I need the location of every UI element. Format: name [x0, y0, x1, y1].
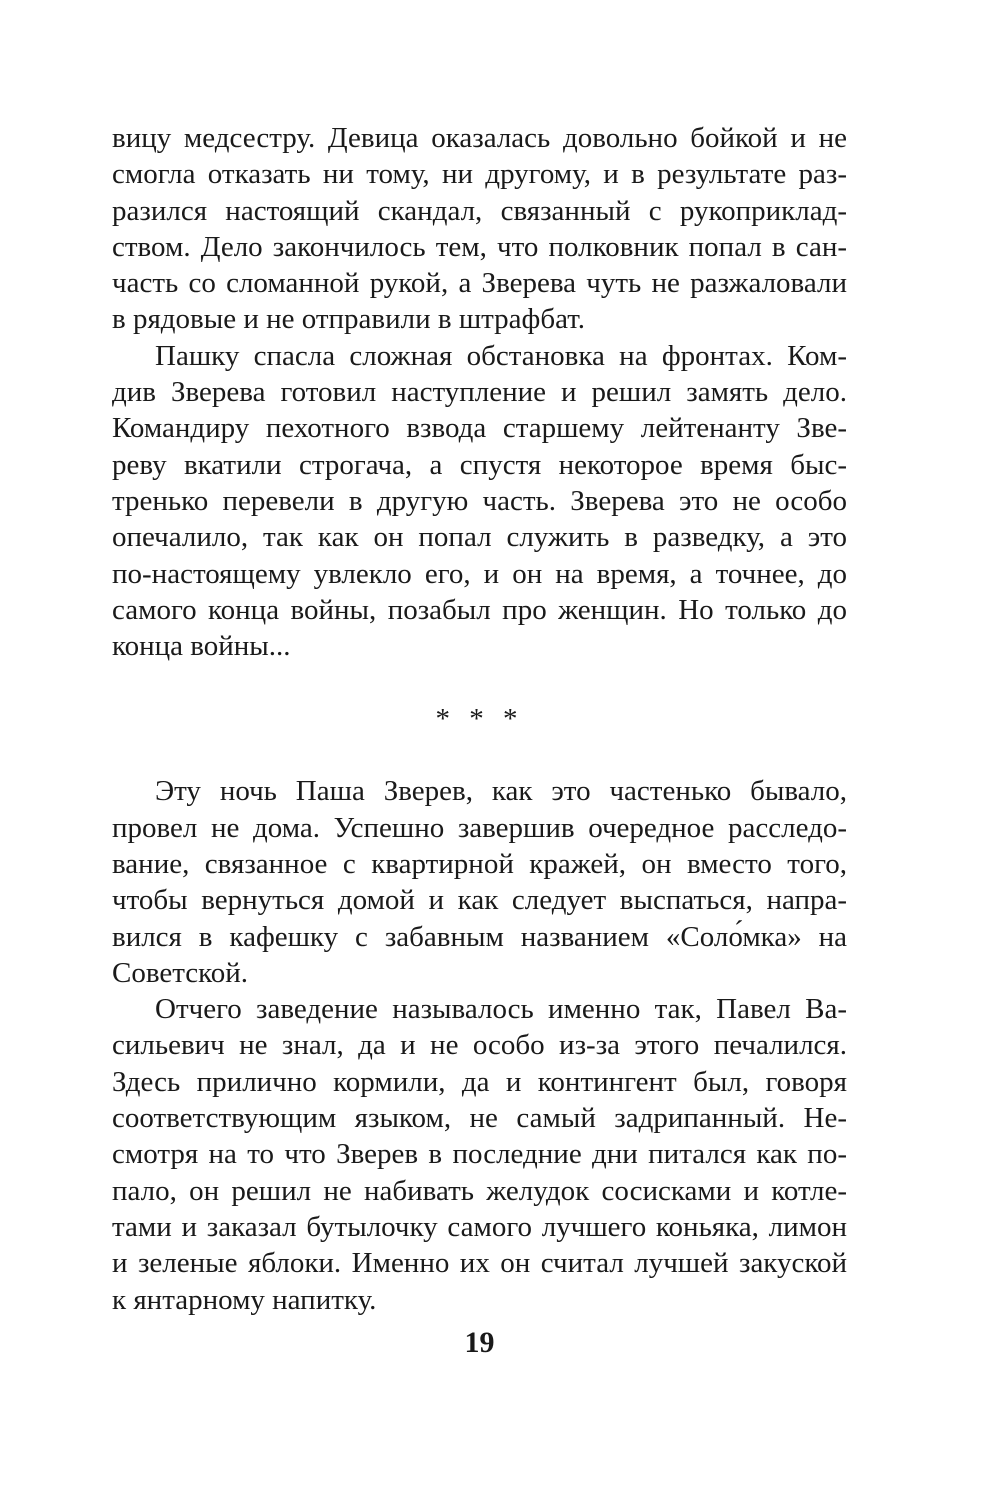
text-line: Эту ночь Паша Зверев, как это частенько бывало,: [155, 775, 847, 808]
text-line: смогла отказать ни тому, ни другому, и в результате раз-: [112, 158, 847, 191]
text-line: провел не дома. Успешно завершив очередное расследо-: [112, 811, 847, 844]
text-line: вицу медсестру. Девица оказалась довольно бойкой и не: [112, 122, 847, 154]
text-line: смотря на то что Зверев в последние дни питался как по-: [112, 1138, 847, 1171]
text-line: часть со сломанной рукой, а Зверева чуть не разжаловали: [112, 267, 847, 300]
book-page: [112, 120, 847, 1460]
text-line: опечалило, так как он попал служить в разведку, а это: [112, 521, 847, 554]
text-line: вание, связанное с квартирной кражей, он вместо того,: [112, 847, 847, 880]
text-line: реву вкатили строгача, а спустя некоторое время быс-: [112, 448, 847, 481]
text-line: чтобы вернуться домой и как следует выспаться, напра-: [112, 884, 847, 917]
text-line: в рядовые и не отправили в штрафбат.: [112, 303, 585, 336]
paragraph-4: [112, 991, 847, 1318]
text-line: соответствующим языком, не самый задрипанный. Не-: [112, 1102, 847, 1135]
text-line: тренько перевели в другую часть. Зверева это не особо: [112, 484, 847, 517]
paragraph-1: [112, 120, 847, 338]
page-number: 19: [464, 1326, 495, 1359]
text-line: конца войны...: [112, 630, 291, 663]
text-line: Советской.: [112, 956, 249, 989]
text-line: тами и заказал бутылочку самого лучшего коньяка, лимон: [112, 1210, 847, 1243]
text-line: Командиру пехотного взвода старшему лейтенанту Зве-: [112, 412, 847, 445]
text-line: самого конца войны, позабыл про женщин. Но только до: [112, 593, 847, 626]
text-line: Пашку спасла сложная обстановка на фронтах. Ком-: [155, 339, 847, 372]
text-line: див Зверева готовил наступление и решил замять дело.: [112, 376, 847, 409]
text-line: вился в кафешку с забавным названием «Соло́мка» на: [112, 920, 847, 953]
text-line: пало, он решил не набивать желудок сосисками и котле-: [112, 1174, 847, 1207]
text-line: к янтарному напитку.: [112, 1283, 377, 1316]
text-line: разился настоящий скандал, связанный с рукоприклад-: [112, 194, 847, 227]
text-line: сильевич не знал, да и не особо из-за этого печалился.: [112, 1029, 847, 1062]
section-separator: * * *: [435, 702, 524, 735]
paragraph-2: [112, 338, 847, 665]
text-line: Отчего заведение называлось именно так, Павел Ва-: [155, 993, 847, 1026]
text-line: и зеленые яблоки. Именно их он считал лучшей закуской: [112, 1247, 847, 1280]
text-line: по-настоящему увлекло его, и он на время, а точнее, до: [112, 557, 847, 590]
paragraph-3: [112, 773, 847, 991]
text-line: Здесь прилично кормили, да и контингент был, говоря: [112, 1065, 847, 1098]
text-line: ством. Дело закончилось тем, что полковник попал в сан-: [112, 230, 847, 263]
